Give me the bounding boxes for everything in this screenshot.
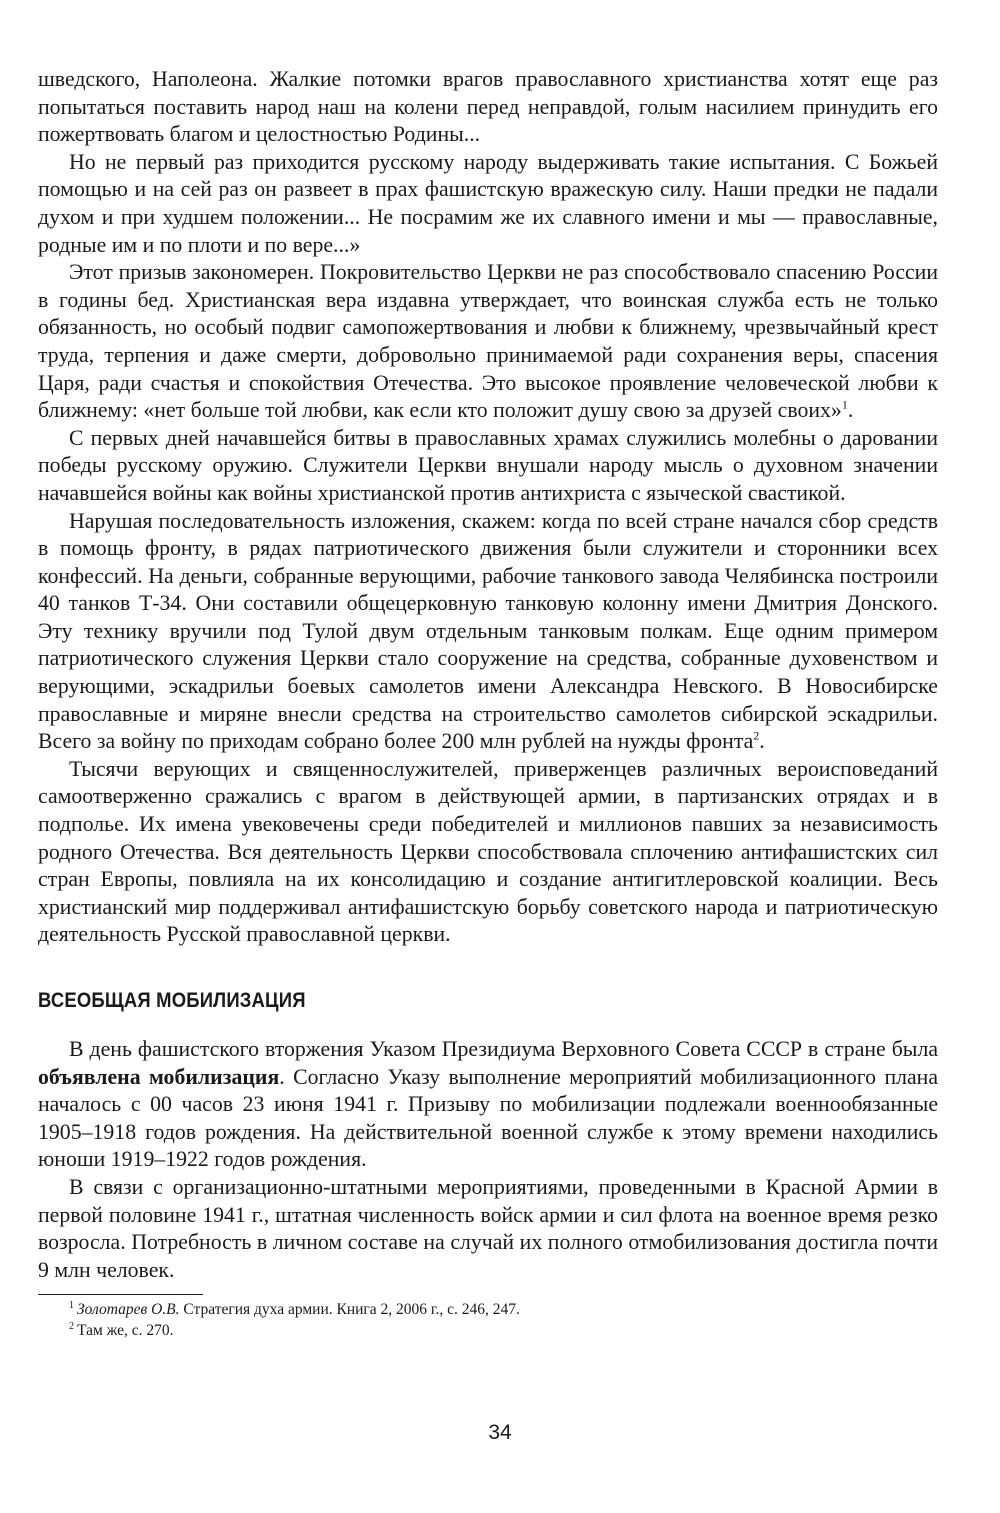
footnote-rule: [38, 1294, 520, 1341]
footnote-ref-1: 1: [841, 397, 848, 412]
footnote-author: Золотарев О.В.: [77, 1301, 180, 1319]
paragraph-6: Тысячи верующих и священнослужителей, приверженцев различных вероисповеданий самоотверженно сражались с врагом в действующей армии, в партизанских отрядах и в подполье. Их имена увековечены среди победителей и миллионов павших за независимость родного Отечества. Вся деятельность Церкви способствовала сплочению антифашистских сил стран Европы, повлияла на их консолидацию и создание антигитлеровской коалиции. Весь христианский мир поддерживал антифашистскую борьбу советского народа и патриотическую деятельность Русской православной церкви.: [38, 756, 938, 947]
paragraph-3: Этот призыв закономерен. Покровительство Церкви не раз способствовало спасению России в годины бед. Христианская вера издавна утверждает, что воинская служба есть не только обязанность, но особый подвиг самопожертвования и любви к ближнему, чрезвычайный крест труда, терпения и даже смерти, добровольно принимаемой ради сохранения веры, спасения Царя, ради счастья и спокойствия Отечества. Это высокое проявление человеческой любви к ближнему: «нет больше той любви, как если кто положит душу свою за друзей своих»$^1$.: [38, 260, 938, 423]
paragraph-1: шведского, Наполеона. Жалкие потомки врагов православного христианства хотят еще раз попытаться поставить народ наш на колени перед неправдой, голым насилием принудить его пожертвовать благом и целостностью Родины...: [38, 67, 938, 147]
footnote-1: $^1$ Золотарев О.В. Стратегия духа армии. Книга 2, 2006 г., с. 246, 247.: [69, 1300, 520, 1319]
mobilization-paragraph-1: В день фашистского вторжения Указом Президиума Верховного Совета СССР в стране была объявлена мобилизация. Согласно Указу выполнение мероприятий мобилизационного плана началось с 00 часов 23 июня 1941 г. Призыву по мобилизации подлежали военнообязанные 1905–1918 годов рождения. На действительной военной службе к этому времени находились юноши 1919–1922 годов рождения.: [38, 1037, 938, 1172]
bold-phrase: объявлена мобилизация: [38, 1064, 280, 1089]
section-heading: ВСЕОБЩАЯ МОБИЛИЗАЦИЯ: [38, 989, 306, 1012]
footnote-2: $^2$ Там же, с. 270.: [69, 1321, 174, 1340]
footnote-ref-2: 2: [753, 728, 760, 743]
paragraph-4: С первых дней начавшейся битвы в православных храмах служились молебны о даровании победы русскому оружию. Служители Церкви внушали народу мысль о духовном значении начавшейся войны как войны христианской против антихриста с языческой свастикой.: [38, 425, 938, 505]
page-number: 34: [488, 1421, 512, 1444]
paragraph-5: Нарушая последовательность изложения, скажем: когда по всей стране начался сбор средств в помощь фронту, в рядах патриотического движения были служители и сторонники всех конфессий. На деньги, собранные верующими, рабочие танкового завода Челябинска построили 40 танков Т-34. Они составили общецерковную танковую колонну имени Дмитрия Донского. Эту технику вручили под Тулой двум отдельным танковым полкам. Еще одним примером патриотического служения Церкви стало сооружение на средства, собранные духовенством и верующими, эскадрильи боевых самолетов имени Александра Невского. В Новосибирске православные и миряне внесли средства на строительство самолетов сибирской эскадрильи. Всего за войну по приходам собрано более 200 млн рублей на нужды фронта$^2$.: [38, 508, 938, 754]
paragraph-2: Но не первый раз приходится русскому народу выдерживать такие испытания. С Божьей помощью и на сей раз он развеет в прах фашистскую вражескую силу. Наши предки не падали духом и при худшем положении... Не посрамим же их славного имени и мы — православные, родные им и по плоти и по вере...»: [38, 149, 938, 257]
page-body: [38, 66, 938, 1341]
mobilization-paragraph-2: В связи с организационно-штатными мероприятиями, проведенными в Красной Армии в первой половине 1941 г., штатная численность войск армии и сил флота на военное время резко возросла. Потребность в личном составе на случай их полного отмобилизования достигла почти 9 млн человек.: [38, 1174, 938, 1282]
